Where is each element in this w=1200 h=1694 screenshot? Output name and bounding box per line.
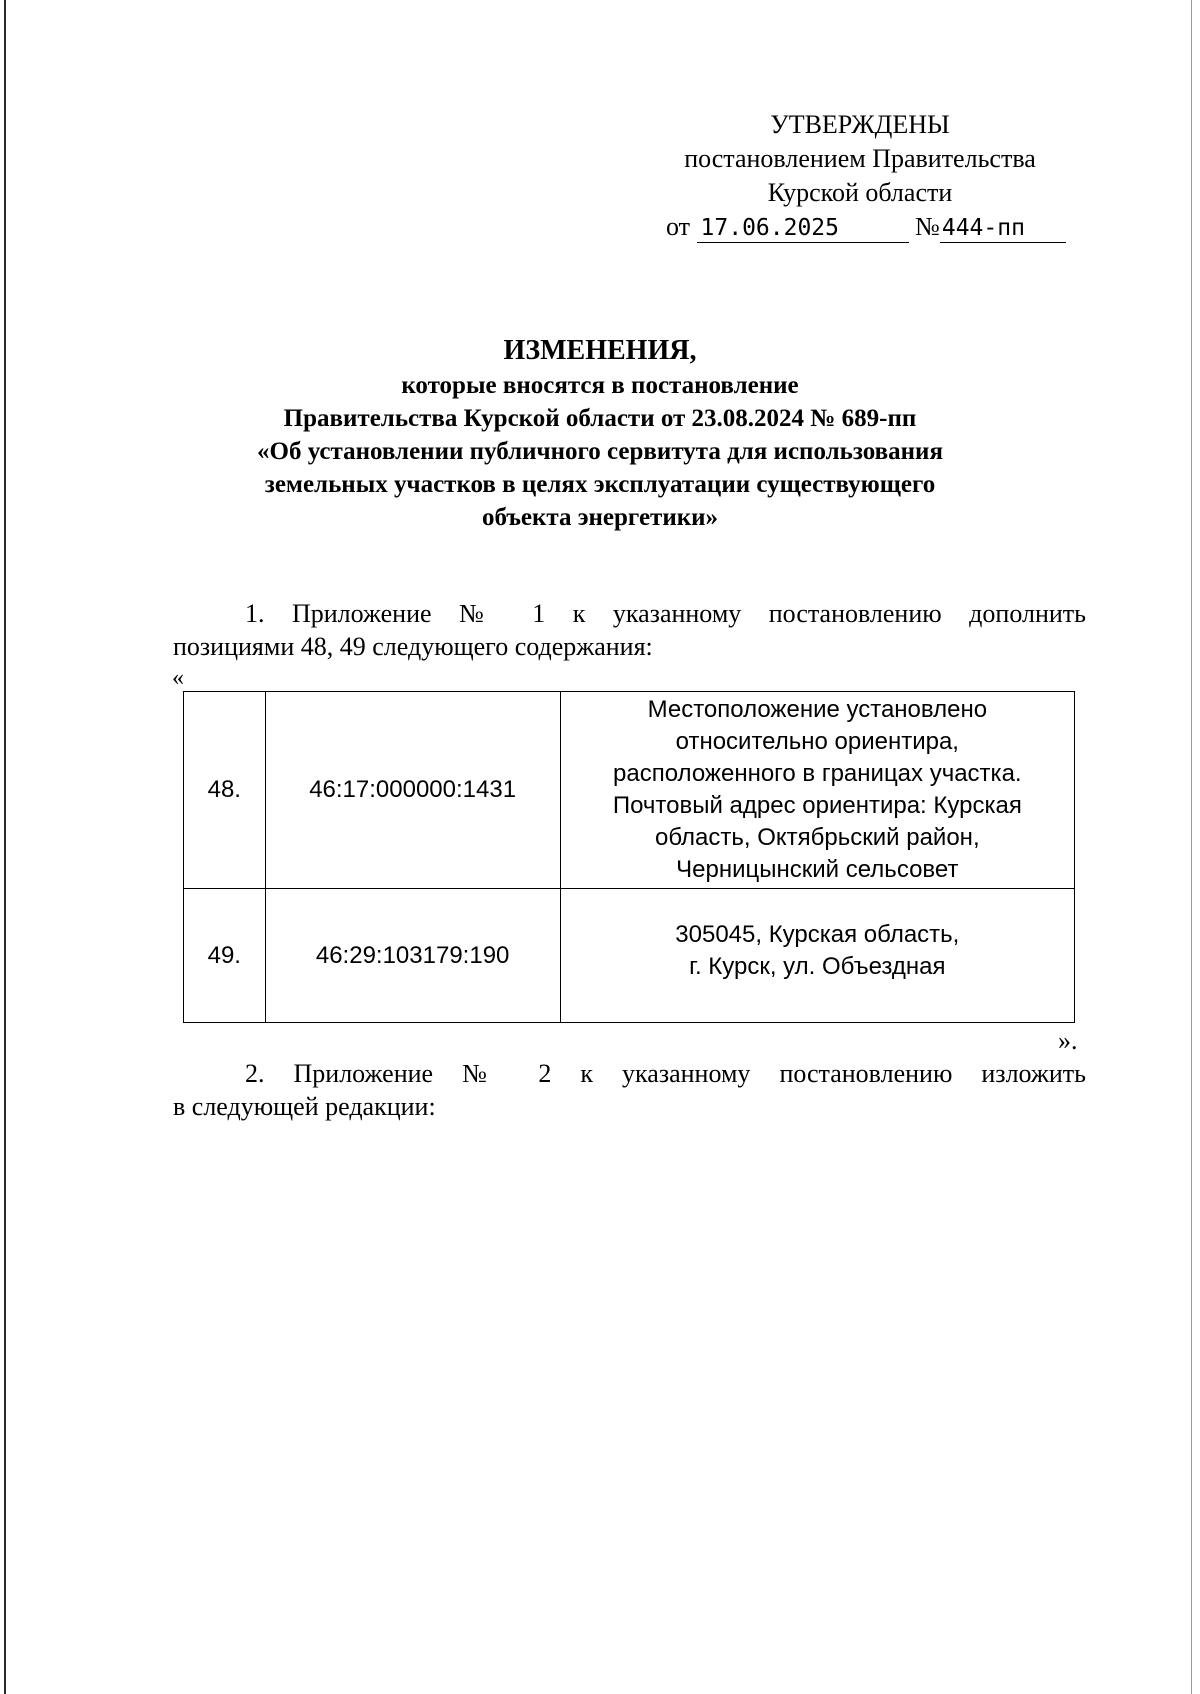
cadastral-number: 46:29:103179:190: [265, 889, 560, 1023]
paragraph-2-first-line: 2. Приложение № 2 к указанному постановлению изложить: [245, 1059, 1086, 1088]
paragraph-2-rest: в следующей редакции:: [173, 1092, 436, 1121]
location-line: расположенного в границах участка.: [613, 760, 1022, 787]
title-line-1: которые вносятся в постановление: [401, 372, 799, 399]
title-line-4: земельных участков в целях эксплуатации существующего: [264, 471, 936, 498]
location-line: г. Курск, ул. Объездная: [689, 952, 946, 980]
document-title: [160, 333, 1040, 534]
location-line: 305045, Курская область,: [675, 920, 960, 948]
title-line-2: Правительства Курской области от 23.08.2024 № 689-пп: [283, 405, 917, 432]
cadastral-number: 46:17:000000:1431: [265, 692, 560, 889]
location-line: Черницынский сельсовет: [676, 856, 959, 883]
location-line: относительно ориентира,: [675, 728, 959, 755]
paragraph-1: [173, 597, 1086, 663]
number-prefix: №: [915, 212, 940, 241]
quote-open: «: [172, 665, 184, 691]
approval-number-value: 444-пп: [940, 214, 1066, 243]
row-number: 48.: [184, 692, 266, 889]
title-line-5: объекта энергетики»: [481, 504, 719, 531]
location-line: Местоположение установлено: [647, 696, 988, 723]
paragraph-2: [173, 1057, 1086, 1123]
title-heading: ИЗМЕНЕНИЯ,: [503, 335, 697, 366]
scan-edge-right: [1191, 0, 1192, 1694]
paragraph-1-first-line: 1. Приложение № 1 к указанному постановлению дополнить: [245, 599, 1086, 628]
approval-by-line-2: Курской области: [767, 178, 953, 207]
location-cell: [560, 692, 1074, 889]
scan-edge-left: [4, 0, 6, 1694]
approval-block: [640, 108, 1080, 244]
parcels-table: [183, 691, 1075, 1023]
location-line: область, Октябрьский район,: [655, 824, 980, 851]
location-cell: [560, 889, 1074, 1023]
approval-date-line: [666, 210, 1080, 244]
approval-by-line-1: постановлением Правительства: [684, 144, 1036, 173]
table-row: [184, 889, 1075, 1023]
date-prefix: от: [666, 212, 691, 241]
row-number: 49.: [184, 889, 266, 1023]
title-line-3: «Об установлении публичного сервитута для использования: [257, 438, 943, 465]
quote-close: ».: [1058, 1026, 1078, 1055]
table-row: [184, 692, 1075, 889]
approval-heading: УТВЕРЖДЕНЫ: [770, 110, 950, 139]
approval-date-value: 17.06.2025: [697, 214, 909, 243]
paragraph-1-rest: позициями 48, 49 следующего содержания:: [173, 632, 653, 661]
location-line: Почтовый адрес ориентира: Курская: [612, 792, 1022, 819]
